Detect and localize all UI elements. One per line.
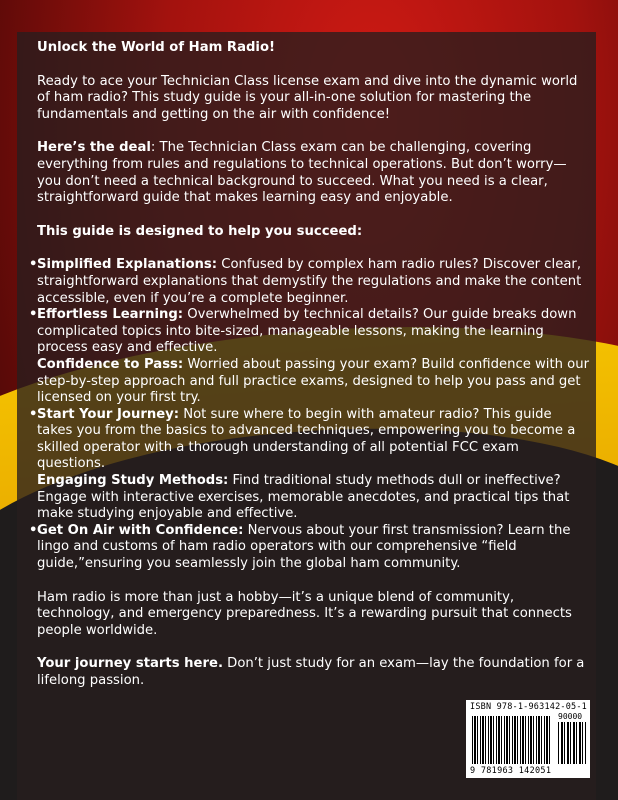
list-item — [37, 407, 589, 473]
feature-list — [37, 257, 589, 572]
item-text: Not sure where to begin with amateur radio? This guide takes you from the basics to advanced techniques, empowering you to become a skilled operator with a thorough understanding of all potential FCC exam questions. — [37, 406, 576, 472]
item-text: Nervous about your first transmission? Learn the lingo and customs of ham radio operators with our comprehensive “field guide,”ensuring you seamlessly join the global ham community. — [37, 522, 571, 572]
deal-lead: Here’s the deal — [37, 140, 151, 156]
item-title: Engaging Study Methods: — [37, 473, 229, 489]
barcode-digits: 9 781963 142051 — [470, 766, 552, 776]
journey-paragraph — [37, 656, 589, 689]
item-text: Overwhelmed by technical details? Our guide breaks down complicated topics into bite-sized, manageable lessons, making the learning process easy and effective. — [37, 307, 577, 356]
item-title: Simplified Explanations: — [37, 257, 218, 273]
price-barcode-bars-icon — [558, 722, 586, 764]
list-item — [37, 523, 589, 573]
item-text: Confused by complex ham radio rules? Discover clear, straightforward explanations that demystify the regulations and make the content accessible, even if you’re a complete beginner. — [37, 257, 582, 306]
closing-paragraph: Ham radio is more than just a hobby—it’s a unique blend of community, technology, and emergency preparedness. It’s a rewarding pursuit that connects people worldwide. — [37, 589, 572, 638]
list-item — [37, 357, 589, 407]
item-title: Confidence to Pass: — [37, 356, 184, 372]
item-title: Get On Air with Confidence: — [37, 522, 244, 538]
barcode-bars-icon — [472, 716, 552, 764]
item-title: Effortless Learning: — [37, 307, 184, 323]
item-text: Find traditional study methods dull or ineffective? Engage with interactive exercises, memorable anecdotes, and practical tips that make studying enjoyable and effective. — [37, 473, 570, 522]
isbn-barcode — [466, 700, 590, 778]
journey-lead: Your journey starts here. — [37, 656, 223, 672]
item-title: Start Your Journey: — [37, 406, 180, 422]
deal-paragraph — [37, 140, 589, 206]
list-heading: This guide is designed to help you succeed: — [37, 223, 363, 239]
back-cover-text — [37, 40, 589, 707]
headline: Unlock the World of Ham Radio! — [37, 40, 276, 55]
list-item — [37, 473, 589, 523]
list-item — [37, 307, 589, 357]
list-item — [37, 257, 589, 307]
deal-text: : The Technician Class exam can be challenging, covering everything from rules and regulations to technical operations. But don’t worry—you don’t need a technical background to succeed. What you need is a clear, straightforward guide that makes learning easy and enjoyable. — [37, 140, 567, 206]
price-code: 90000 — [558, 712, 583, 721]
intro-paragraph: Ready to ace your Technician Class license exam and dive into the dynamic world of ham radio? This study guide is your all-in-one solution for mastering the fundamentals and getting on the air with confidence! — [37, 73, 578, 122]
isbn-label: ISBN 978-1-963142-05-1 — [470, 702, 587, 712]
item-text: Worried about passing your exam? Build confidence with our step-by-step approach and full practice exams, designed to help you pass and get licensed on your first try. — [37, 356, 590, 406]
journey-text: Don’t just study for an exam—lay the foundation for a lifelong passion. — [37, 656, 585, 688]
